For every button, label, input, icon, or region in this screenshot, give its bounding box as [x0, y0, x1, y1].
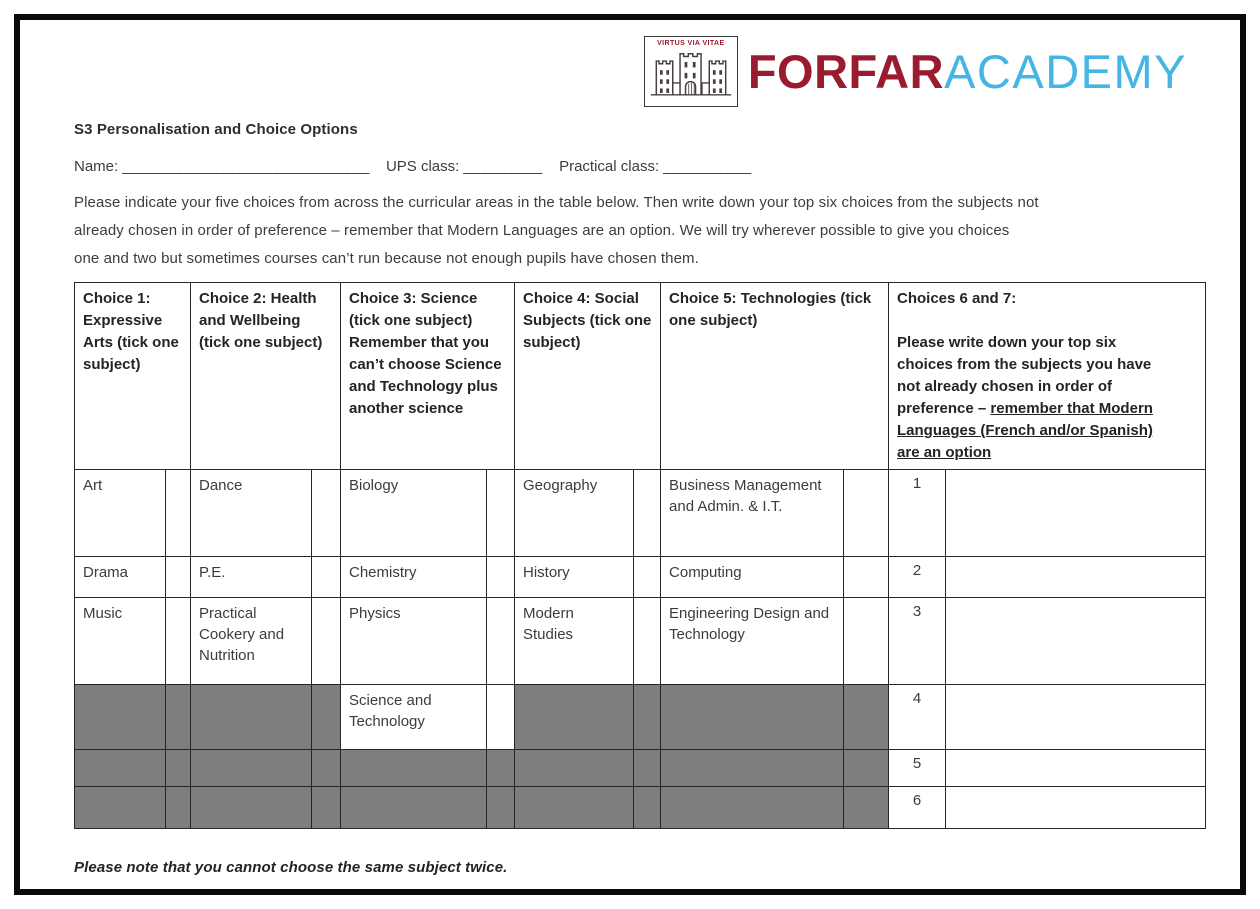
blocked-cell [191, 685, 312, 750]
subject-cell: Engineering Design and Technology [661, 598, 844, 685]
footnote: Please note that you cannot choose the same subject twice. [74, 859, 508, 876]
instructions-line: one and two but sometimes courses can’t run because not enough pupils have chosen them. [74, 250, 699, 267]
tick-box-cell[interactable] [634, 470, 661, 557]
instructions-line: Please indicate your five choices from across the curricular areas in the table below. Then write down your top six choices from the subjects not [74, 194, 1039, 211]
table-row [75, 470, 1206, 557]
ups-class-field-blank[interactable]: _________ [463, 158, 543, 175]
subject-cell: Modern Studies [515, 598, 634, 685]
school-name-secondary: ACADEMY [944, 44, 1187, 98]
blocked-cell [634, 685, 661, 750]
instructions-paragraph [74, 189, 1205, 273]
school-wordmark [747, 44, 1187, 98]
tick-box-cell[interactable] [166, 557, 191, 598]
table-row [75, 685, 1206, 750]
blocked-cell [487, 750, 515, 787]
blocked-cell [634, 750, 661, 787]
tick-box-cell[interactable] [487, 685, 515, 750]
tick-box-cell[interactable] [844, 598, 889, 685]
tick-box-cell[interactable] [844, 557, 889, 598]
blocked-cell [312, 787, 341, 829]
table-row [75, 557, 1206, 598]
table-row [75, 787, 1206, 829]
blocked-cell [515, 685, 634, 750]
blocked-cell [166, 750, 191, 787]
preference-write-in-cell[interactable] [946, 470, 1206, 557]
blocked-cell [661, 787, 844, 829]
subject-cell: Music [75, 598, 166, 685]
blocked-cell [634, 787, 661, 829]
preference-number-cell: 5 [889, 750, 946, 787]
subject-cell: Geography [515, 470, 634, 557]
table-row [75, 598, 1206, 685]
blocked-cell [844, 787, 889, 829]
tick-box-cell[interactable] [312, 598, 341, 685]
page-border-frame [14, 14, 1246, 895]
preference-write-in-cell[interactable] [946, 598, 1206, 685]
blocked-cell [515, 750, 634, 787]
blocked-cell [166, 787, 191, 829]
tick-box-cell[interactable] [166, 598, 191, 685]
page-title: S3 Personalisation and Choice Options [74, 121, 358, 138]
tick-box-cell[interactable] [312, 470, 341, 557]
subject-cell: Business Management and Admin. & I.T. [661, 470, 844, 557]
blocked-cell [341, 750, 487, 787]
table-row [75, 750, 1206, 787]
subject-cell: Biology [341, 470, 487, 557]
blocked-cell [487, 787, 515, 829]
student-details-line [74, 158, 1205, 175]
school-name-primary: FORFAR [747, 44, 945, 98]
blocked-cell [166, 685, 191, 750]
column-header-2: Choice 2: Health and Wellbeing (tick one subject) [191, 283, 341, 470]
preference-number-cell: 2 [889, 557, 946, 598]
tick-box-cell[interactable] [166, 470, 191, 557]
tick-box-cell[interactable] [487, 470, 515, 557]
subject-cell: Science and Technology [341, 685, 487, 750]
tick-box-cell[interactable] [634, 598, 661, 685]
blocked-cell [661, 685, 844, 750]
tick-box-cell[interactable] [487, 598, 515, 685]
school-logo [74, 34, 1187, 108]
subject-cell: Drama [75, 557, 166, 598]
preference-number-cell: 4 [889, 685, 946, 750]
page-content [20, 20, 1240, 876]
blocked-cell [844, 685, 889, 750]
preference-write-in-cell[interactable] [946, 685, 1206, 750]
blocked-cell [75, 750, 166, 787]
school-motto: VIRTUS VIA VITAE [657, 39, 725, 47]
column-header-label: Choices 6 and 7: [897, 290, 1017, 307]
instructions-line: already chosen in order of preference – remember that Modern Languages are an option. We will try wherever possible to give you choices [74, 222, 1010, 239]
blocked-cell [341, 787, 487, 829]
choices-table [74, 282, 1206, 829]
column-header-6 [889, 283, 1206, 470]
blocked-cell [844, 750, 889, 787]
blocked-cell [515, 787, 634, 829]
preference-number-cell: 1 [889, 470, 946, 557]
subject-cell: Practical Cookery and Nutrition [191, 598, 312, 685]
name-field-label: Name: [74, 158, 119, 175]
subject-cell: P.E. [191, 557, 312, 598]
practical-class-field-label: Practical class: [559, 158, 660, 175]
column-header-3: Choice 3: Science (tick one subject) Remember that you can’t choose Science and Technology plus another science [341, 283, 515, 470]
blocked-cell [312, 685, 341, 750]
subject-cell: Computing [661, 557, 844, 598]
blocked-cell [312, 750, 341, 787]
column-header-4: Choice 4: Social Subjects (tick one subject) [515, 283, 661, 470]
blocked-cell [661, 750, 844, 787]
practical-class-field-blank[interactable]: __________ [663, 158, 752, 175]
preference-write-in-cell[interactable] [946, 557, 1206, 598]
tick-box-cell[interactable] [487, 557, 515, 598]
blocked-cell [75, 787, 166, 829]
column-header-1: Choice 1: Expressive Arts (tick one subject) [75, 283, 191, 470]
subject-cell: Physics [341, 598, 487, 685]
preference-number-cell: 6 [889, 787, 946, 829]
column-header-5: Choice 5: Technologies (tick one subject) [661, 283, 889, 470]
tick-box-cell[interactable] [312, 557, 341, 598]
tick-box-cell[interactable] [634, 557, 661, 598]
subject-cell: Art [75, 470, 166, 557]
preference-write-in-cell[interactable] [946, 750, 1206, 787]
castle-icon [649, 47, 733, 97]
tick-box-cell[interactable] [844, 470, 889, 557]
blocked-cell [75, 685, 166, 750]
preference-write-in-cell[interactable] [946, 787, 1206, 829]
subject-cell: Chemistry [341, 557, 487, 598]
blocked-cell [191, 787, 312, 829]
subject-cell: History [515, 557, 634, 598]
school-crest [644, 36, 738, 107]
name-field-blank[interactable]: ____________________________ [122, 158, 370, 175]
blocked-cell [191, 750, 312, 787]
subject-cell: Dance [191, 470, 312, 557]
preference-number-cell: 3 [889, 598, 946, 685]
column-header-note: Please write down your top six choices from the subjects you have not already chosen in order of preference – remember that Modern Languages (French and/or Spanish) are an option [897, 334, 1153, 461]
ups-class-field-label: UPS class: [385, 158, 460, 175]
